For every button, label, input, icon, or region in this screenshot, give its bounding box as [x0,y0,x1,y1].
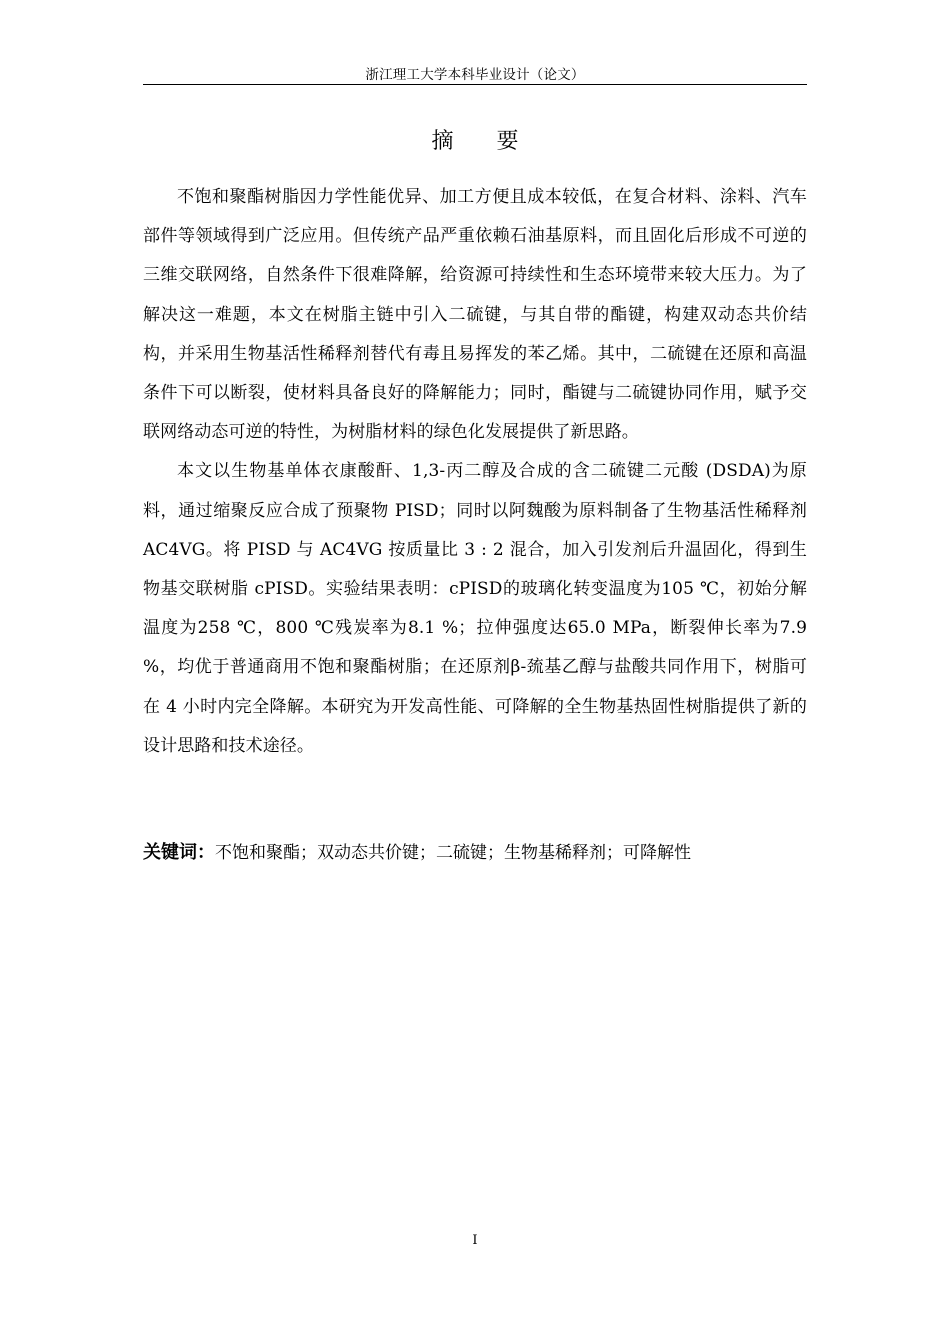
page-number: I [472,1233,478,1248]
abstract-paragraph-2: 本文以生物基单体衣康酸酐、1,3-丙二醇及合成的含二硫键二元酸 (DSDA)为原料，通过缩聚反应合成了预聚物 PISD；同时以阿魏酸为原料制备了生物基活性稀释剂 AC4VG。将 PISD 与 AC4VG 按质量比 3 : 2 混合，加入引发剂后升温固化，得到生物基交联树脂 cPISD。实验结果表明：cPISD的玻璃化转变温度为105 ℃，初始分解温度为258 ℃，800 ℃残炭率为8.1 %；拉伸强度达65.0 MPa，断裂伸长率为7.9 %，均优于普通商用不饱和聚酯树脂；在还原剂β-巯基乙醇与盐酸共同作用下，树脂可在 4 小时内完全降解。本研究为开发高性能、可降解的全生物基热固性树脂提供了新的设计思路和技术途径。 [143,461,807,756]
header-divider [143,84,807,85]
abstract-paragraph-1: 不饱和聚酯树脂因力学性能优异、加工方便且成本较低，在复合材料、涂料、汽车部件等领域得到广泛应用。但传统产品严重依赖石油基原料，而且固化后形成不可逆的三维交联网络，自然条件下很难降解，给资源可持续性和生态环境带来较大压力。为了解决这一难题，本文在树脂主链中引入二硫键，与其自带的酯键，构建双动态共价结构，并采用生物基活性稀释剂替代有毒且易挥发的苯乙烯。其中，二硫键在还原和高温条件下可以断裂，使材料具备良好的降解能力；同时，酯键与二硫键协同作用，赋予交联网络动态可逆的特性，为树脂材料的绿色化发展提供了新思路。 [143,187,807,443]
keywords-text: 不饱和聚酯；双动态共价键；二硫键；生物基稀释剂；可降解性 [215,843,691,863]
abstract-title: 摘 要 [431,129,537,154]
keywords-line [143,835,807,871]
running-header: 浙江理工大学本科毕业设计（论文） [365,67,585,83]
abstract-body [143,178,807,766]
keywords-label: 关键词： [143,842,215,863]
